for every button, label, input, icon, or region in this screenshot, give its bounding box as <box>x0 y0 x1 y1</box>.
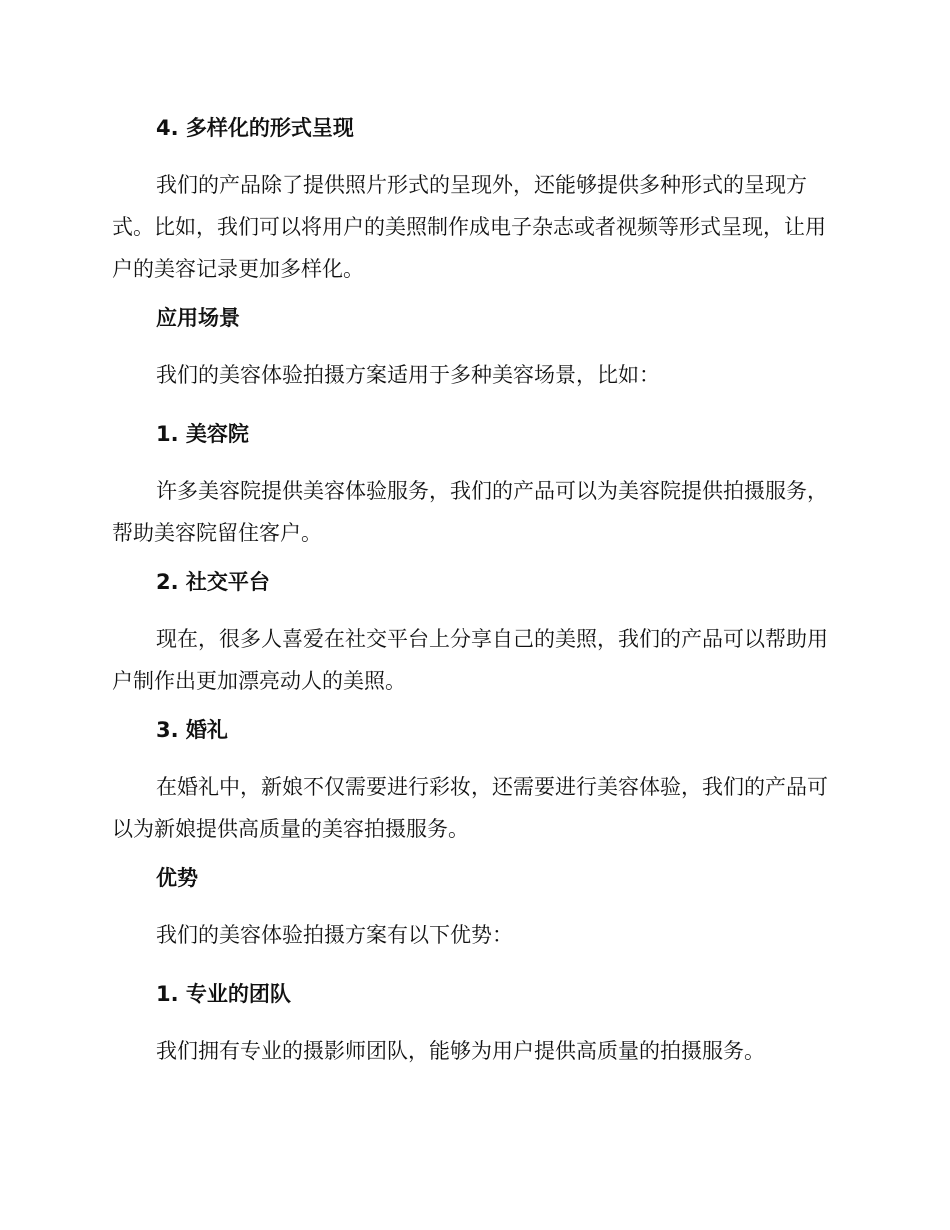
section-heading-beauty-salon: 1. 美容院 <box>156 422 249 446</box>
section-heading-advantages: 优势 <box>156 866 198 890</box>
paragraph-social-platform: 现在，很多人喜爱在社交平台上分享自己的美照，我们的产品可以帮助用户制作出更加漂亮动人的美照。 <box>112 627 828 693</box>
document-body <box>112 112 832 1072</box>
paragraph-diverse-formats: 我们的产品除了提供照片形式的呈现外，还能够提供多种形式的呈现方式。比如，我们可以将用户的美照制作成电子杂志或者视频等形式呈现，让用户的美容记录更加多样化。 <box>112 173 826 281</box>
section-heading-application-scenarios: 应用场景 <box>156 306 240 330</box>
paragraph-application-intro: 我们的美容体验拍摄方案适用于多种美容场景，比如： <box>156 363 660 387</box>
paragraph-professional-team: 我们拥有专业的摄影师团队，能够为用户提供高质量的拍摄服务。 <box>156 1039 765 1063</box>
section-heading-wedding: 3. 婚礼 <box>156 718 228 742</box>
section-heading-social-platform: 2. 社交平台 <box>156 570 270 594</box>
paragraph-beauty-salon: 许多美容院提供美容体验服务，我们的产品可以为美容院提供拍摄服务，帮助美容院留住客户。 <box>112 479 828 545</box>
paragraph-wedding: 在婚礼中，新娘不仅需要进行彩妆，还需要进行美容体验，我们的产品可以为新娘提供高质量的美容拍摄服务。 <box>112 775 828 841</box>
section-heading-professional-team: 1. 专业的团队 <box>156 982 291 1006</box>
paragraph-advantages-intro: 我们的美容体验拍摄方案有以下优势： <box>156 923 513 947</box>
section-heading-diverse-formats: 4. 多样化的形式呈现 <box>156 116 354 140</box>
